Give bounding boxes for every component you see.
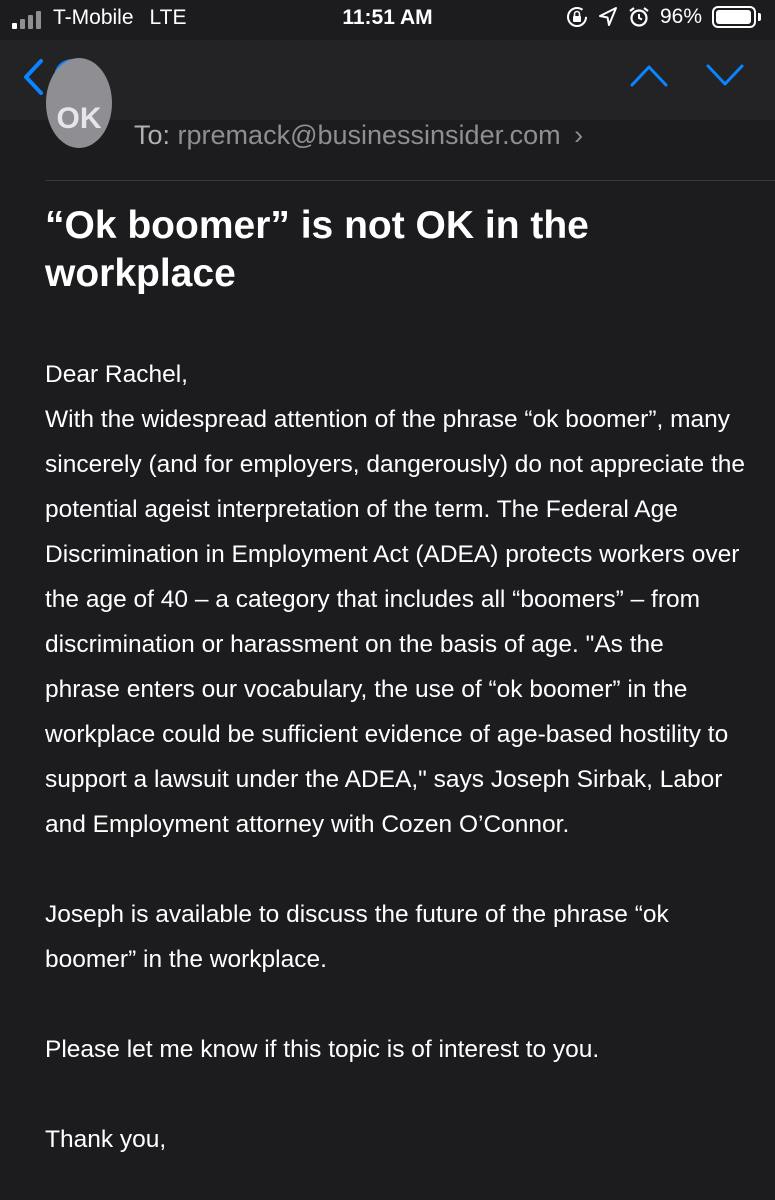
carrier-name: T-Mobile [53, 6, 134, 29]
email-subject: “Ok boomer” is not OK in the workplace [45, 204, 589, 295]
next-message-button[interactable] [705, 62, 745, 93]
chevron-down-icon [705, 62, 745, 88]
to-label: To: [134, 120, 171, 150]
status-right [566, 5, 761, 29]
chevron-left-icon [22, 58, 44, 96]
battery-fill [716, 10, 751, 24]
battery-nub [758, 13, 761, 21]
header-divider [46, 180, 775, 181]
mail-nav-bar [0, 40, 775, 120]
network-type: LTE [149, 6, 187, 29]
previous-message-button[interactable] [629, 62, 669, 93]
status-bar [0, 0, 775, 40]
email-body [45, 352, 745, 1162]
body-paragraph-3: Please let me know if this topic is of interest to you. [45, 1036, 600, 1063]
recipient-row[interactable] [134, 120, 583, 150]
rotation-lock-icon [566, 6, 588, 28]
alarm-clock-icon [628, 6, 650, 28]
chevron-up-icon [629, 62, 669, 88]
chevron-right-icon: › [574, 120, 584, 150]
greeting: Dear Rachel, [45, 361, 188, 388]
status-time: 11:51 AM [342, 6, 433, 29]
body-paragraph-1: With the widespread attention of the phrase “ok boomer”, many sincerely (and for employers, dangerously) do not appreciate the potential ageist interpretation of the term. The Federal Age Discrimination in Employment Act (ADEA) protects workers over the age of 40 – a category that includes all “boomers” – from discrimination or harassment on the basis of age. "As the phrase enters our vocabulary, the use of “ok boomer” in the workplace could be sufficient evidence of age-based hostility to support a lawsuit under the ADEA," says Joseph Sirbak, Labor and Employment attorney with Cozen O’Connor. [45, 406, 745, 838]
recipient-address[interactable]: rpremack@businessinsider.com [177, 120, 561, 150]
signoff: Thank you, [45, 1126, 167, 1153]
message-view[interactable] [0, 102, 775, 1200]
location-arrow-icon [598, 6, 618, 28]
battery-percent: 96% [659, 5, 702, 28]
battery-icon [712, 6, 756, 28]
sender-avatar[interactable]: OK [46, 58, 112, 148]
body-paragraph-2: Joseph is available to discuss the future of the phrase “ok boomer” in the workplace. [45, 901, 669, 973]
message-navigation [629, 62, 745, 93]
